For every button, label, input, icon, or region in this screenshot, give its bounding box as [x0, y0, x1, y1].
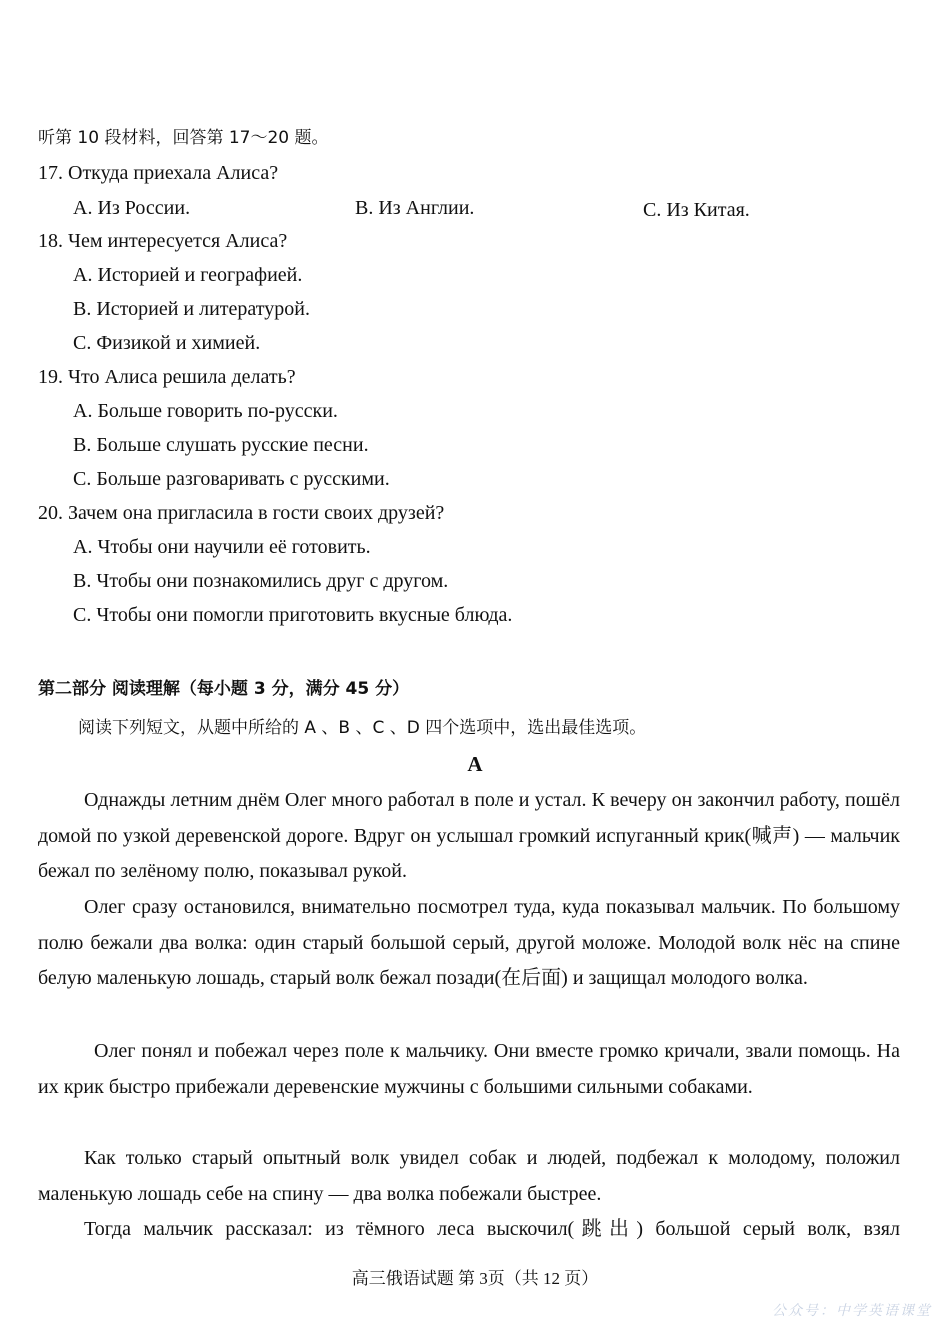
option-19-b: B. Больше слушать русские песни.	[73, 434, 369, 456]
option-18-c: C. Физикой и химией.	[73, 332, 261, 354]
passage-paragraph-2: Олег сразу остановился, внимательно посмотрел туда, куда показывал мальчик. По большому полю бежали два волка: один старый большой серый, другой моложе. Молодой волк нёс на спине белую маленькую лошадь, старый волк бежал позади(在后面) и защищал молодого волка.	[38, 896, 900, 989]
page-footer: 高三俄语试题 第 3页（共 12 页）	[351, 1269, 599, 1288]
option-17-c: C. Из Китая.	[643, 199, 750, 221]
option-18-a: A. Историей и географией.	[73, 264, 303, 286]
passage-paragraph-4: Как только старый опытный волк увидел собак и людей, подбежал к молодому, положил маленькую лошадь себе на спину — два волка побежали быстрее.	[38, 1147, 900, 1205]
option-17-a: A. Из России.	[73, 197, 191, 219]
option-17-b: B. Из Англии.	[355, 197, 475, 219]
question-19: 19. Что Алиса решила делать?	[38, 366, 296, 388]
option-20-b: B. Чтобы они познакомились друг с другом.	[73, 570, 449, 592]
option-20-c: C. Чтобы они помогли приготовить вкусные блюда.	[73, 604, 513, 626]
option-19-a: A. Больше говорить по-русски.	[73, 400, 338, 422]
option-18-b: B. Историей и литературой.	[73, 298, 310, 320]
question-17: 17. Откуда приехала Алиса?	[38, 162, 279, 184]
part2-instruction: 阅读下列短文，从题中所给的 A 、B 、C 、D 四个选项中，选出最佳选项。	[78, 718, 647, 738]
watermark: 公众号：中学英语课堂	[772, 1303, 932, 1319]
listening-instruction: 听第 10 段材料，回答第 17～20 题。	[38, 128, 329, 148]
question-18: 18. Чем интересуется Алиса?	[38, 230, 288, 252]
section-label-a: A	[467, 752, 483, 776]
question-20: 20. Зачем она пригласила в гости своих друзей?	[38, 502, 445, 524]
passage-paragraph-1: Однажды летним днём Олег много работал в поле и устал. К вечеру он закончил работу, пошёл домой по узкой деревенской дороге. Вдруг он услышал громкий испуганный крик(喊声) — мальчик бежал по зелёному полю, показывал рукой.	[38, 789, 900, 882]
option-19-c: C. Больше разговаривать с русскими.	[73, 468, 390, 490]
option-20-a: A. Чтобы они научили её готовить.	[73, 536, 371, 558]
passage-paragraph-3: Олег понял и побежал через поле к мальчику. Они вместе громко кричали, звали помощь. На их крик быстро прибежали деревенские мужчины с большими сильными собаками.	[38, 1040, 900, 1098]
part2-heading: 第二部分 阅读理解（每小题 3 分，满分 45 分）	[38, 679, 410, 699]
passage-paragraph-5: Тогда мальчик рассказал: из тёмного леса выскочил(跳出) большой серый волк, взял	[84, 1218, 900, 1240]
